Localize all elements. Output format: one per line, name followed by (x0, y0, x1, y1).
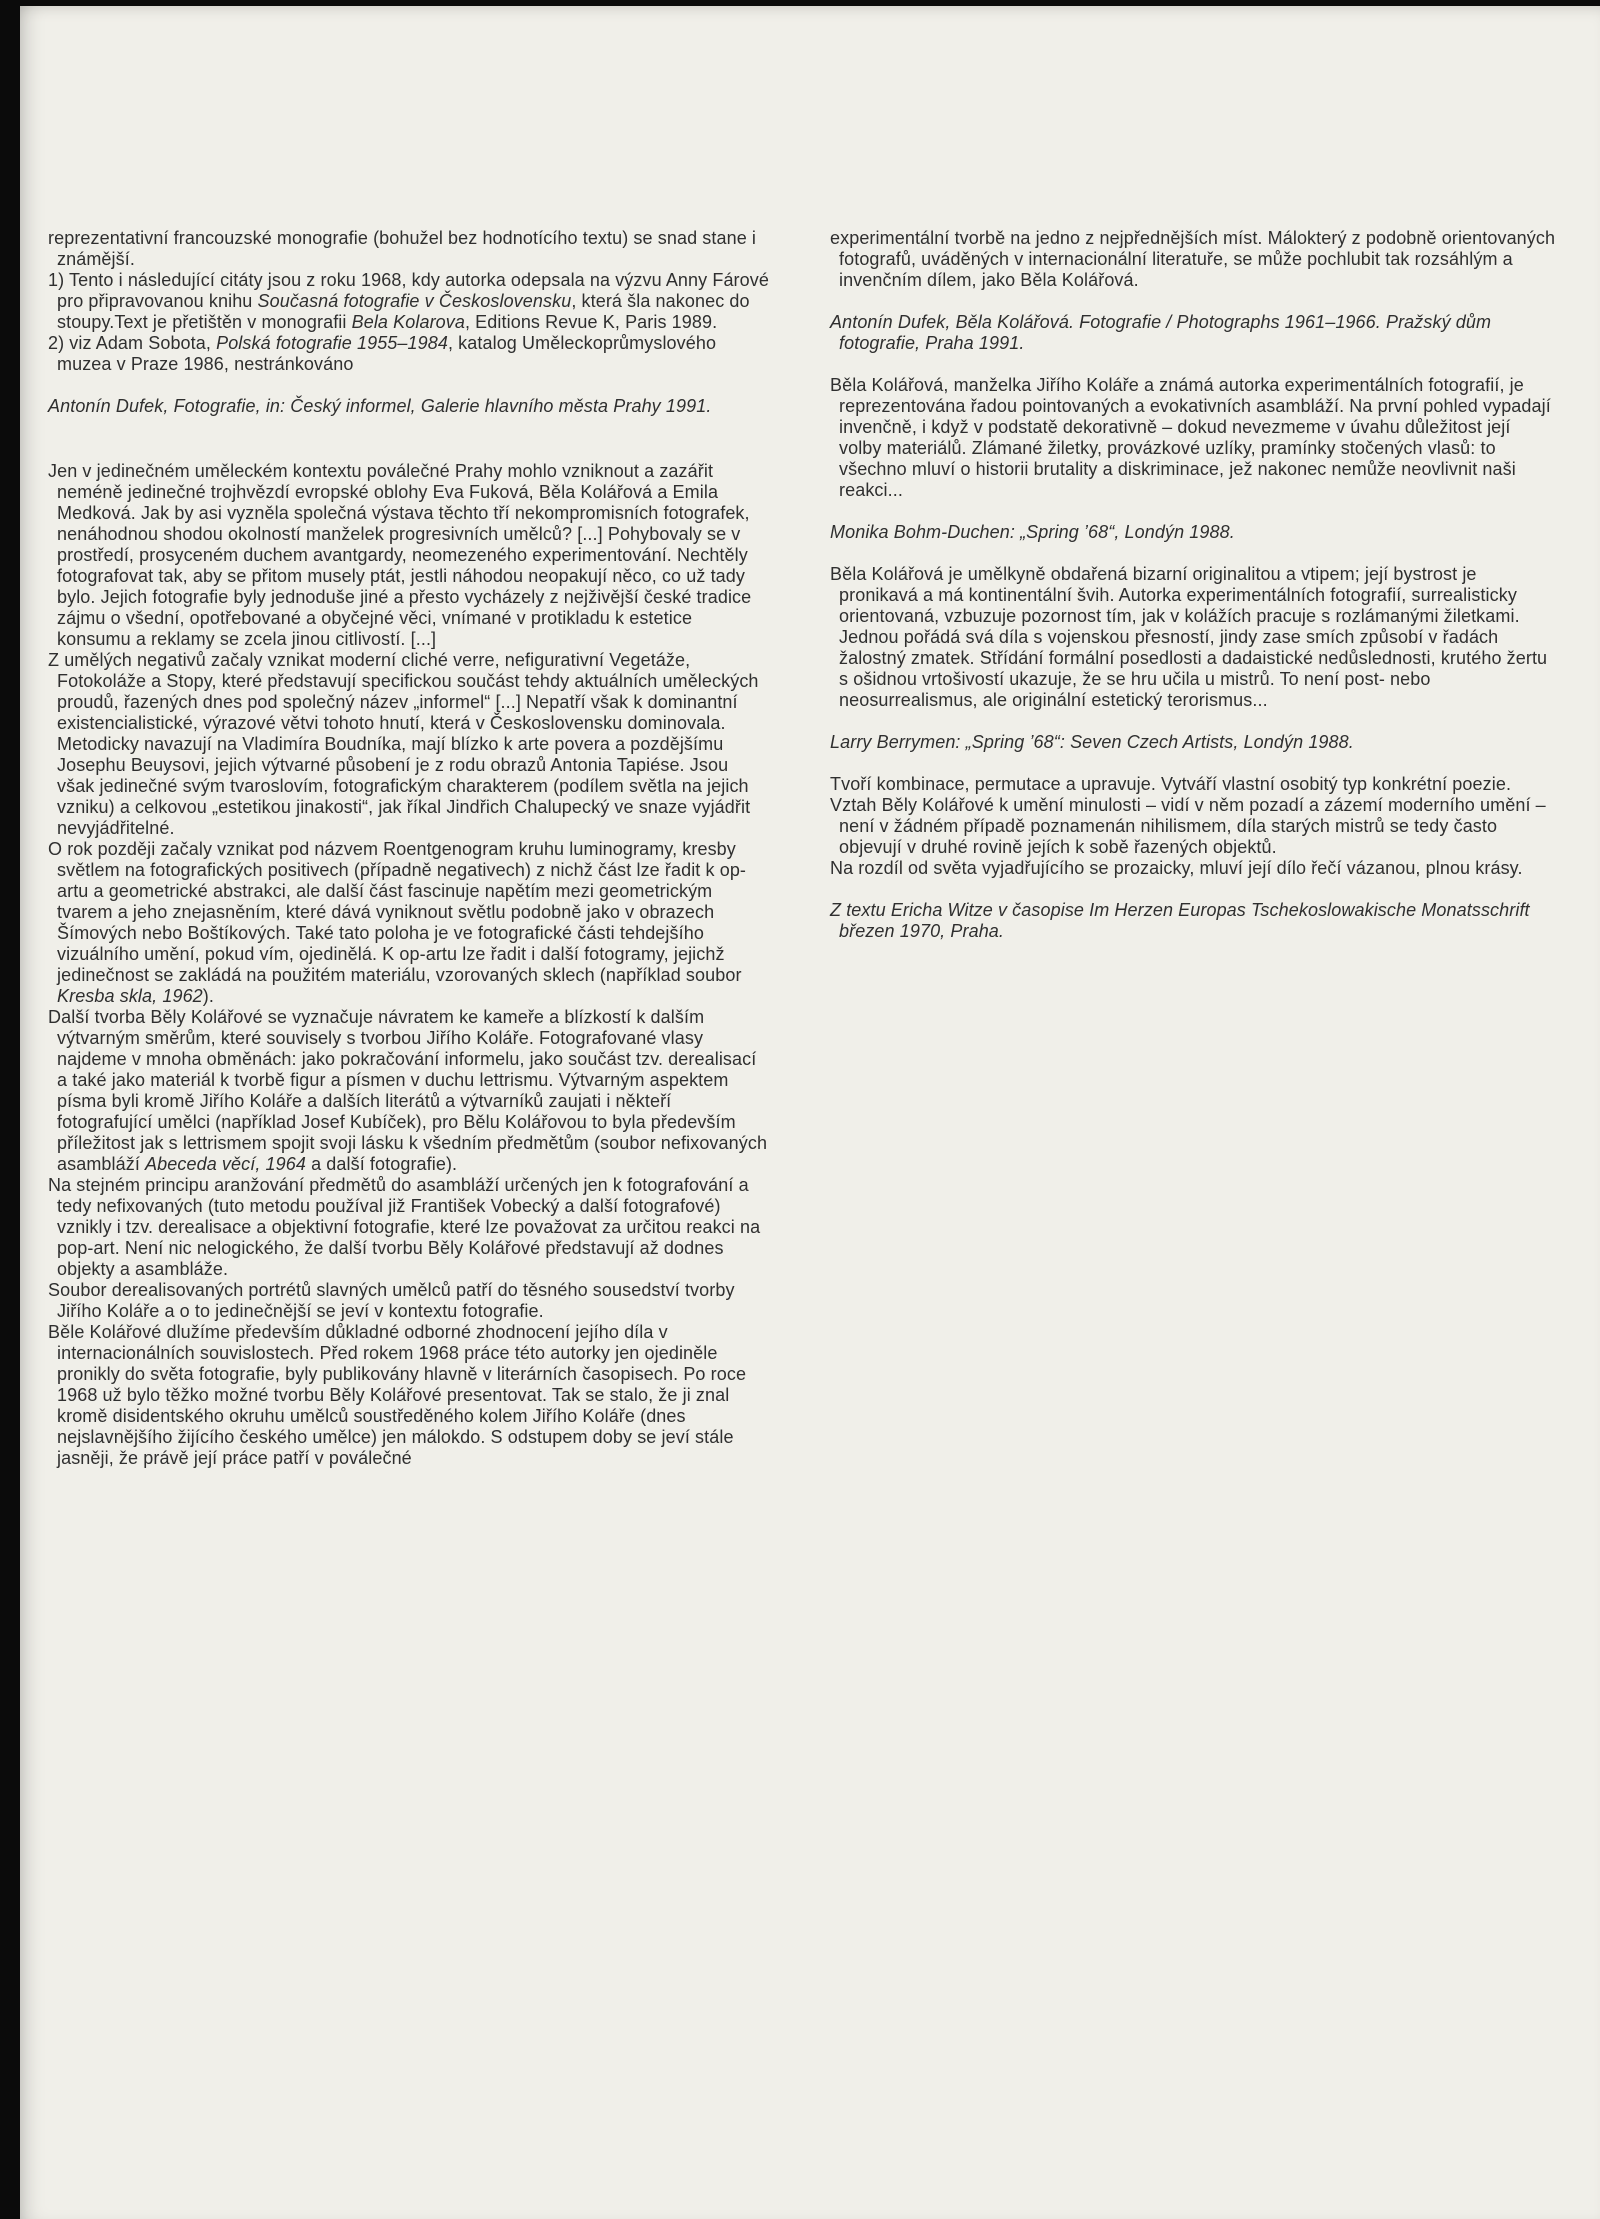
paragraph (830, 312, 1556, 354)
text-segment: Soubor derealisovaných portrétů slavných umělců patří do těsného sousedství tvorby Jiřího Koláře a o to jedinečnější se jeví v kontextu fotografie. (48, 1280, 735, 1321)
text-block (830, 375, 1556, 501)
paragraph (830, 900, 1556, 942)
text-segment: Vztah Běly Kolářové k umění minulosti – vidí v něm pozadí a zázemí moderního umění – není v žádném případě poznamenán nihilismem, díla starých mistrů se tedy často objevují v druhé rovině jejích k sobě řazených objektů. (830, 795, 1546, 857)
paragraph (48, 396, 770, 417)
text-segment: Běla Kolářová, manželka Jiřího Koláře a známá autorka experimentálních fotografií, je reprezentována řadou pointovaných a evokativních asambláží. Na první pohled vypadají invenčně, i když v podstatě dekorativně – dokud nevezmeme v úvahu důležitost její volby materiálů. Zlámané žiletky, provázkové uzlíky, pramínky stočených vlasů: to všechno mluví o historii brutality a diskriminace, jež nakonec nemůže neovlivnit naši reakci... (830, 375, 1551, 500)
text-segment: Antonín Dufek, Běla Kolářová. Fotografie / Photographs 1961–1966. Pražský dům fotografie, Praha 1991. (830, 312, 1492, 353)
document-page (20, 6, 1600, 2219)
text-segment: , Editions Revue K, Paris 1989. (464, 312, 718, 332)
text-segment: Kresba skla, 1962 (57, 986, 203, 1006)
paragraph (830, 375, 1556, 501)
text-segment: Larry Berrymen: „Spring ’68“: Seven Czech Artists, Londýn 1988. (830, 732, 1354, 752)
text-segment: Běle Kolářové dlužíme především důkladné odborné zhodnocení jejího díla v internacionálních souvislostech. Před rokem 1968 práce této autorky jen ojediněle pronikly do světa fotografie, byly publikovány hlavně v literárních časopisech. Po roce 1968 už bylo těžko možné tvorbu Běly Kolářové presentovat. Tak se stalo, že ji znal kromě disidentského okruhu umělců soustředěného kolem Jiřího Koláře (dnes nejslavnějšího žijícího českého umělce) jen málokdo. S odstupem doby se jeví stále jasněji, že právě její práce patří v poválečné (48, 1322, 747, 1468)
text-segment: Monika Bohm-Duchen: „Spring ’68“, Londýn 1988. (830, 522, 1235, 542)
text-segment: Z umělých negativů začaly vznikat moderní cliché verre, nefigurativní Vegetáže, Fotokoláže a Stopy, které představují specifickou součást tehdy aktuálních uměleckých proudů, řazených dnes pod společný název „informel“ [...] Nepatří však k dominantní existencialistické, výrazové větvi tohoto hnutí, která v Československu dominovala. Metodicky navazují na Vladimíra Boudníka, mají blízko k arte povera a pozdějšímu Josephu Beuysovi, jejich výtvarné působení je z rodu obrazů Antonia Tapiése. Jsou však jedinečné svým tvaroslovím, fotografickým charakterem (podílem světla na jejich vzniku) a celkovou „estetikou jinakosti“, jak říkal Jindřich Chalupecký ve snaze vyjádřit nevyjádřitelné. (48, 650, 759, 838)
text-segment: , katalog Uměleckoprůmyslového muzea v Praze 1986, nestránkováno (57, 333, 717, 374)
text-segment: Polská fotografie 1955–1984 (216, 333, 448, 353)
text-segment: Současná fotografie v Československu (257, 291, 572, 311)
paragraph (48, 228, 770, 270)
paragraph (830, 795, 1556, 858)
text-segment: , která šla nakonec do stoupy.Text je přetištěn v monografii (57, 291, 750, 332)
paragraph (48, 1175, 770, 1280)
text-segment: Běla Kolářová je umělkyně obdařená bizarní originalitou a vtipem; její bystrost je pronikavá a má kontinentální švih. Autorka experimentálních fotografií, surrealisticky orientovaná, vzbuzuje pozornost tím, jak v kolážích pracuje s rozlámanými žiletkami. Jednou pořádá svá díla s vojenskou přesností, jindy zase smích způsobí v řadách žalostný zmatek. Střídání formální posedlosti a dadaistické nedůslednosti, krutého žertu s ošidnou vrtošivostí ukazuje, že se hru učila u mistrů. To není post- nebo neosurrealismus, ale originální estetický terorismus... (830, 564, 1548, 710)
paragraph (48, 270, 770, 333)
text-segment: Na stejném principu aranžování předmětů do asambláží určených jen k fotografování a tedy nefixovaných (tuto metodu používal již František Vobecký a další fotografové) vznikly i tzv. derealisace a objektivní fotografie, které lze považovat za určitou reakci na pop-art. Není nic nelogického, že další tvorbu Běly Kolářové představují až dodnes objekty a asambláže. (48, 1175, 761, 1279)
text-segment: Tvoří kombinace, permutace a upravuje. Vytváří vlastní osobitý typ konkrétní poezie. (830, 774, 1512, 794)
citation-block (830, 312, 1556, 354)
paragraph (48, 839, 770, 1007)
citation-block (830, 522, 1556, 543)
paragraph (830, 774, 1556, 795)
text-block (830, 564, 1556, 711)
paragraph (48, 333, 770, 375)
paragraph (48, 650, 770, 839)
paragraph (48, 1280, 770, 1322)
text-segment: Antonín Dufek, Fotografie, in: Český informel, Galerie hlavního města Prahy 1991. (48, 396, 712, 416)
right-column (830, 228, 1556, 1469)
text-block (830, 774, 1556, 879)
text-block (830, 228, 1556, 291)
text-segment: Na rozdíl od světa vyjadřujícího se prozaicky, mluví její dílo řečí vázanou, plnou krásy. (830, 858, 1523, 878)
paragraph (830, 564, 1556, 711)
text-segment: reprezentativní francouzské monografie (bohužel bez hodnotícího textu) se snad stane i známější. (48, 228, 757, 269)
left-column (48, 228, 770, 1469)
text-segment: Bela Kolarova (351, 312, 465, 332)
text-block (48, 461, 770, 1469)
paragraph (830, 732, 1556, 753)
paragraph (48, 461, 770, 650)
paragraph (830, 228, 1556, 291)
paragraph (48, 1322, 770, 1469)
paragraph (830, 522, 1556, 543)
text-segment: 1) Tento i následující citáty jsou z roku 1968, kdy autorka odepsala na výzvu Anny Fárové pro připravovanou knihu (48, 270, 769, 311)
text-columns (20, 6, 1600, 1469)
text-segment: ). (202, 986, 214, 1006)
citation-block (830, 732, 1556, 753)
paragraph (48, 1007, 770, 1175)
text-segment: a další fotografie). (305, 1154, 458, 1174)
paragraph (830, 858, 1556, 879)
text-block (48, 228, 770, 375)
text-segment: Z textu Ericha Witze v časopise Im Herzen Europas Tschekoslowakische Monatsschrift březen 1970, Praha. (830, 900, 1530, 941)
scan-edge-left (0, 0, 20, 2219)
text-segment: O rok později začaly vznikat pod názvem Roentgenogram kruhu luminogramy, kresby světlem na fotografických positivech (případně negativech) z nichž část lze řadit k op-artu a geometrické abstrakci, ale další část fascinuje napětím mezi geometrickým tvarem a jeho znejasněním, které dává vyniknout světlu podobně jako v obrazech Šímových nebo Boštíkových. Také tato poloha je ve fotografické části tehdejšího vizuálního umění, pokud vím, ojedinělá. K op-artu lze řadit i další fotogramy, jejichž jedinečnost se zakládá na použitém materiálu, vzorovaných sklech (například soubor (48, 839, 747, 985)
text-segment: Jen v jedinečném uměleckém kontextu poválečné Prahy mohlo vzniknout a zazářit neméně jedinečné trojhvězdí evropské oblohy Eva Fuková, Běla Kolářová a Emila Medková. Jak by asi vyzněla společná výstava těchto tří nekompromisních fotografek, nenáhodnou shodou okolností manželek progresivních umělců? [...] Pohybovaly se v prostředí, prosyceném duchem avantgardy, neomezeného experimentování. Nechtěly fotografovat tak, aby se přitom musely ptát, jestli náhodou neopakují něco, co už tady bylo. Jejich fotografie byly jednoduše jiné a přesto vycházely z nejživější české tradice zájmu o všední, opotřebované a obyčejné věci, vnímané v protikladu k estetice konsumu a reklamy se zcela jinou citlivostí. [...] (48, 461, 752, 649)
scan-edge-top (0, 0, 1600, 6)
text-segment: 2) viz Adam Sobota, (48, 333, 217, 353)
text-segment: Další tvorba Běly Kolářové se vyznačuje návratem ke kameře a blízkostí k dalším výtvarným směrům, které souvisely s tvorbou Jiřího Koláře. Fotografované vlasy najdeme v mnoha obměnách: jako pokračování informelu, jako součást tzv. derealisací a také jako materiál k tvorbě figur a písmen v duchu lettrismu. Výtvarným aspektem písma byli kromě Jiřího Koláře a dalších literátů a výtvarníků zaujati i někteří fotografující umělci (například Josef Kubíček), pro Bělu Kolářovou to byla především příležitost jak s lettrismem spojit svoji lásku k všedním předmětům (soubor nefixovaných asambláží (48, 1007, 768, 1174)
text-segment: experimentální tvorbě na jedno z nejpřednějších míst. Málokterý z podobně orientovaných fotografů, uváděných v internacionální literatuře, se může pochlubit tak rozsáhlým a invenčním dílem, jako Běla Kolářová. (830, 228, 1556, 290)
citation-block (830, 900, 1556, 942)
citation-block (48, 396, 770, 417)
text-segment: Abeceda věcí, 1964 (145, 1154, 306, 1174)
